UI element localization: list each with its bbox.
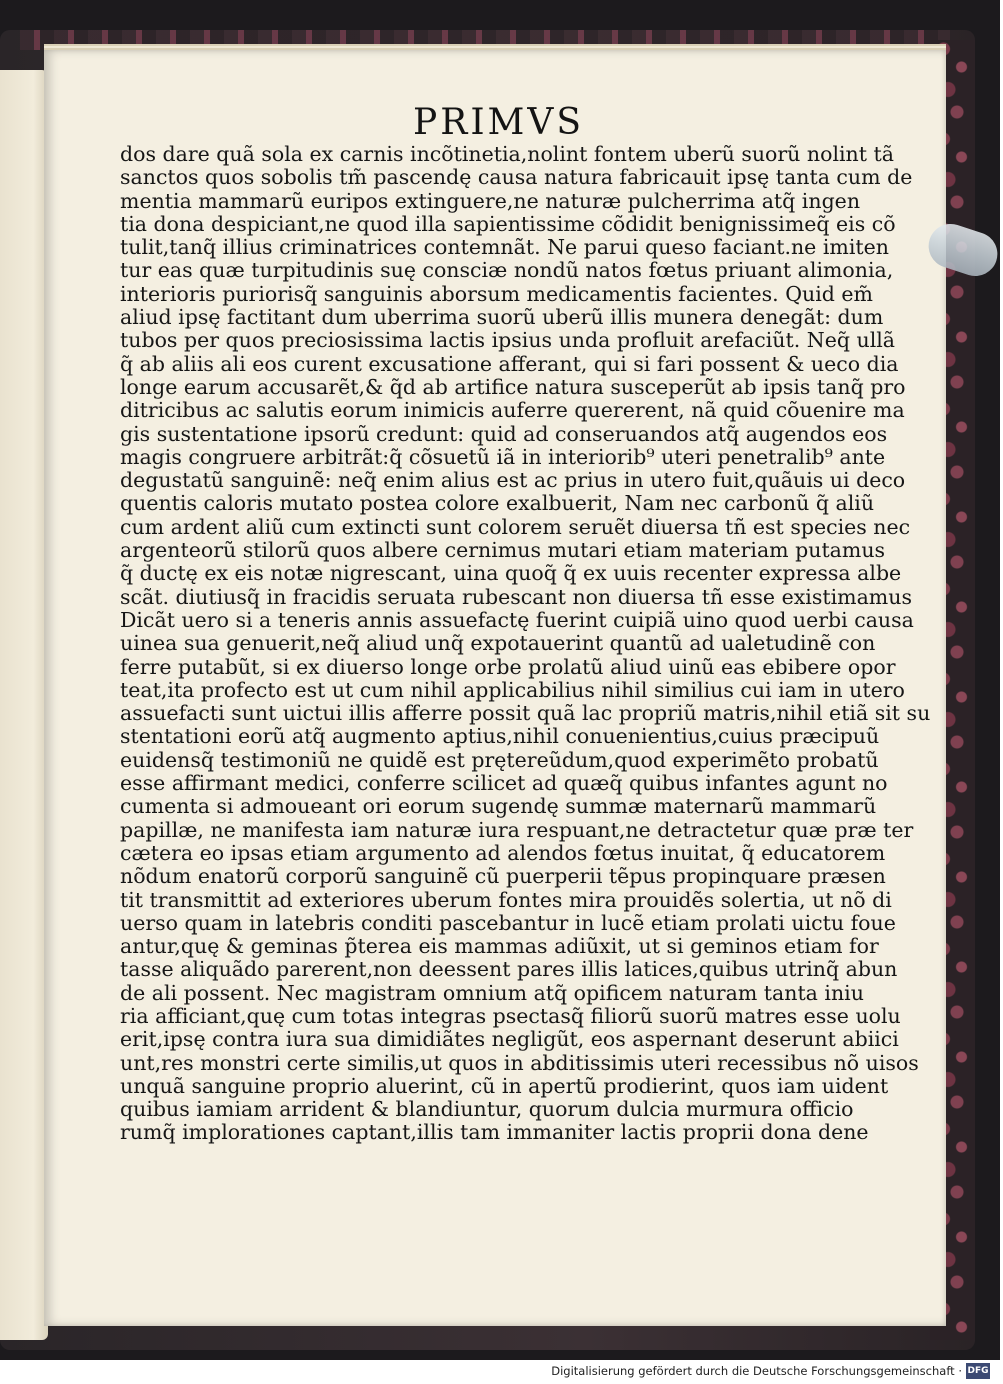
text-line: uinea sua genuerit,neq̃ aliud unq̃ expotauerint quantũ ad ualetudinẽ con — [120, 631, 876, 656]
text-line: gis sustentatione ipsorũ credunt: quid ad conseruandos atq̃ augendos eos — [120, 421, 888, 446]
text-line: erit,ipsę contra iura sua dimidiãtes negligũt, eos aspernant deserunt abiici — [120, 1027, 899, 1052]
text-line: degustatũ sanguinẽ: neq̃ enim alius est ac prius in utero fuit,quãuis ui deco — [120, 468, 906, 493]
text-line: teat,ita profecto est ut cum nihil applicabilius nihil similius cui iam in utero — [120, 677, 905, 702]
text-line: magis congruere arbitrãt:q̃ cõsuetũ iã in interiorib⁹ uteri penetralib⁹ ante — [120, 444, 886, 469]
text-line: stentationi eorũ atq̃ augmento aptius,nihil conuenientius,cuius præcipuũ — [120, 724, 880, 749]
text-line: quibus iamiam arrident & blandiuntur, quorum dulcia murmura officio — [120, 1097, 854, 1122]
text-line: tasse aliquãdo parerent,non deessent pares illis latices,quibus utrinq̃ abun — [120, 957, 898, 982]
text-line: ria afficiant,quę cum totas integras psectasq̃ filiorũ suorũ matres esse uolu — [120, 1003, 901, 1028]
running-head: PRIMVS — [413, 102, 585, 143]
text-line: assuefacti sunt uictui illis afferre possit quã lac propriũ matris,nihil etiã sit su — [120, 701, 931, 726]
text-line: antur,quę & geminas p̃terea eis mammas adiũxit, ut si geminos etiam for — [120, 934, 879, 959]
text-line: cætera eo ipsas etiam argumento ad alendos fœtus inuitat, q̃ educatorem — [120, 840, 886, 865]
text-line: Dicãt uero si a teneris annis assuefactę fuerint cuipiã uino quod uerbi causa — [120, 607, 914, 632]
text-line: ferre putabũt, si ex diuerso longe orbe prolatũ aliud uinũ eas ebibere opor — [120, 654, 896, 679]
text-line: rumq̃ implorationes captant,illis tam immaniter lactis proprii dona dene — [120, 1120, 869, 1145]
text-line: q̃ ductę ex eis notæ nigrescant, uina quoq̃ q̃ ex uuis recenter expressa albe — [120, 561, 902, 586]
text-line: tubos per quos preciosissima lactis ipsius unda profluit arefaciũt. Neq̃ ullã — [120, 328, 896, 353]
text-line: interioris puriorisq̃ sanguinis aborsum medicamentis facientes. Quid em̃ — [120, 281, 873, 306]
text-line: tulit,tanq̃ illius criminatrices contemnãt. Ne parui queso faciant.ne imiten — [120, 235, 889, 260]
footer-credit: Digitalisierung gefördert durch die Deutsche Forschungsgemeinschaft · — [551, 1364, 962, 1378]
text-line: unquã sanguine proprio aluerint, cũ in apertũ prodierint, quos iam uident — [120, 1073, 889, 1098]
page-text-block — [120, 142, 931, 1223]
text-line: scãt. diutiusq̃ in fracidis seruata rubescant non diuersa tñ esse existimamus — [120, 584, 912, 609]
dfg-logo: DFG — [966, 1363, 990, 1379]
text-line: cumenta si admoueant ori eorum sugendę summæ maternarũ mammarũ — [120, 794, 877, 819]
text-line: tia dona despiciant,ne quod illa sapientissime cõdidit benignissimeq̃ eis cõ — [120, 211, 896, 236]
text-line: tur eas quæ turpitudinis suę consciæ nondũ natos fœtus priuant alimonia, — [120, 258, 894, 283]
footer-bar — [0, 1360, 1000, 1384]
text-line: longe earum accusarẽt,& q̃d ab artifice natura susceperũt ab ipsis tanq̃ pro — [120, 374, 906, 399]
text-line: quentis caloris mutato postea colore exalbuerit, Nam nec carbonũ q̃ aliũ — [120, 491, 875, 516]
facing-page-edge — [0, 70, 48, 1340]
text-line: tit transmittit ad exteriores uberum fontes mira prouidẽs solertia, ut nõ di — [120, 887, 892, 912]
text-line: q̃ ab aliis ali eos curent excusatione afferant, qui si fari possent & ueco dia — [120, 351, 899, 376]
text-line: euidensq̃ testimoniũ ne quidẽ est prętereũdum,quod experimẽto probatũ — [120, 747, 879, 772]
text-line: unt,res monstri certe similis,ut quos in abditissimis uteri recessibus nõ uisos — [120, 1050, 919, 1075]
text-line: uerso quam in latebris conditi pascebantur in lucẽ etiam prolati uictu foue — [120, 910, 896, 935]
text-line: esse affirmant medici, conferre scilicet ad quæq̃ quibus infantes agunt no — [120, 771, 888, 796]
text-line: de ali possent. Nec magistram omnium atq̃ opificem naturam tanta iniu — [120, 980, 864, 1005]
text-line: sanctos quos sobolis tm̃ pascendę causa natura fabricauit ipsę tanta cum de — [120, 165, 913, 190]
text-line: ditricibus ac salutis eorum inimicis auferre quererent, nã quid cõuenire ma — [120, 398, 905, 423]
text-line: nõdum enatorũ corporũ sanguinẽ cũ puerperii tẽpus propinquare præsen — [120, 864, 886, 889]
text-line: argenteorũ stilorũ quos albere cernimus mutari etiam materiam putamus — [120, 538, 886, 563]
text-line: dos dare quã sola ex carnis incõtinetia,nolint fontem uberũ suorũ nolint tã — [120, 142, 894, 166]
text-line: aliud ipsę factitant dum uberrima suorũ uberũ illis munera denegãt: dum — [120, 305, 884, 330]
text-line: cum ardent aliũ cum extincti sunt colorem seruẽt diuersa tñ est species nec — [120, 514, 911, 539]
text-line: mentia mammarũ euripos extinguere,ne naturæ pulcherrima atq̃ ingen — [120, 188, 861, 213]
text-line: papillæ, ne manifesta iam naturæ iura respuant,ne detractetur quæ præ ter — [120, 817, 914, 842]
